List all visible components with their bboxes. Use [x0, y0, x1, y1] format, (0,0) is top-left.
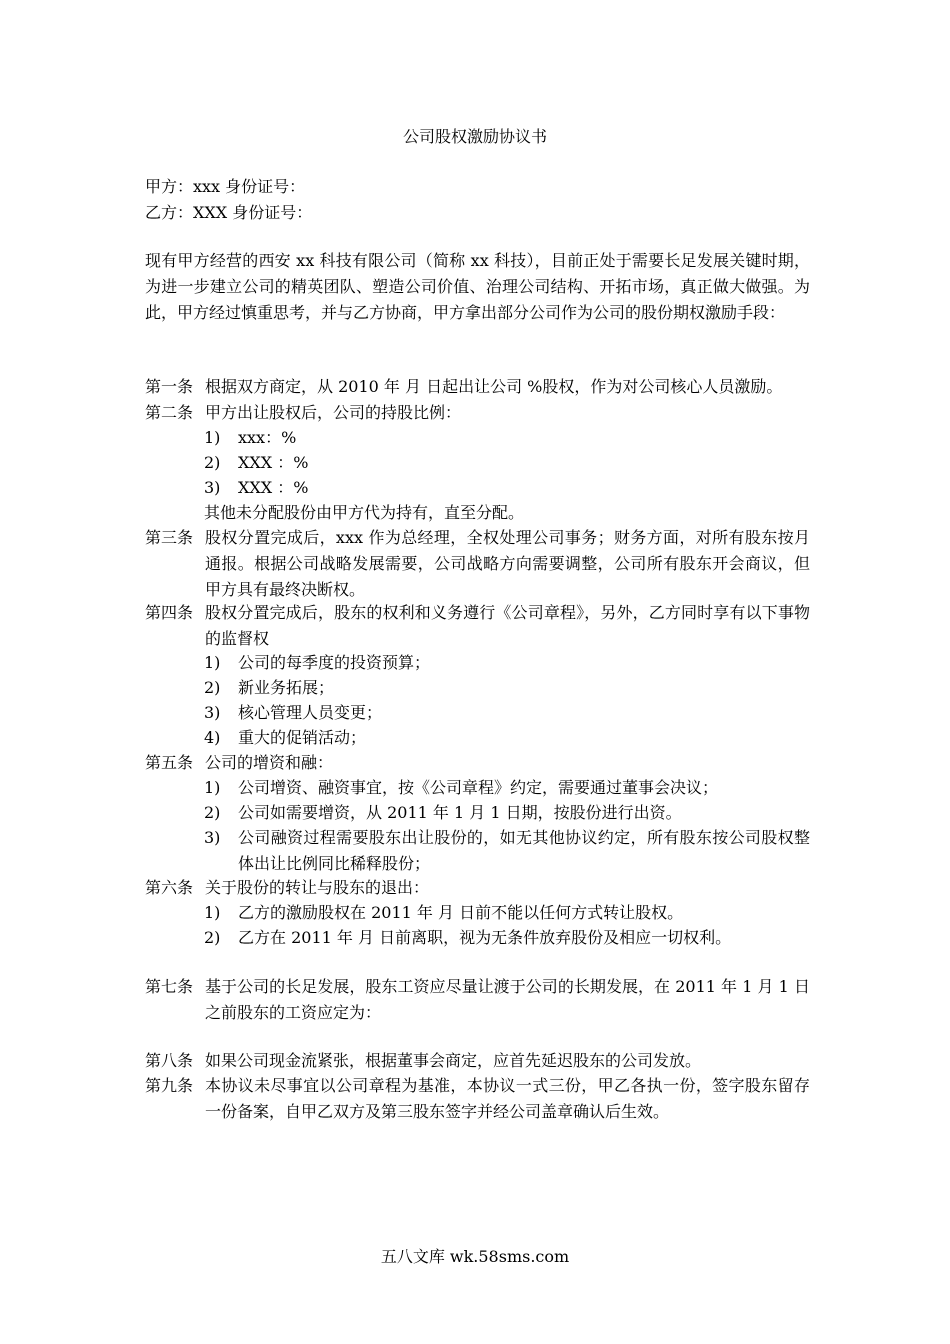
- item-number: 2): [204, 803, 221, 822]
- item-number: 1): [204, 903, 221, 922]
- item-number: 3): [204, 478, 221, 497]
- article-text: 根据双方商定，从 2010 年 月 日起出让公司 %股权，作为对公司核心人员激励。: [205, 377, 783, 396]
- article-text: 股权分置完成后，股东的权利和义务遵行《公司章程》，另外，乙方同时享有以下事物的监督权: [205, 603, 810, 648]
- article-4: [145, 600, 810, 652]
- article-label: 第二条: [145, 403, 194, 422]
- item-number: 4): [204, 728, 221, 747]
- list-item: [204, 675, 810, 701]
- article-text: 关于股份的转让与股东的退出：: [205, 878, 430, 897]
- item-number: 3): [204, 703, 221, 722]
- item-number: 2): [204, 678, 221, 697]
- article-7: [145, 974, 810, 1026]
- item-number: 1): [204, 428, 221, 447]
- list-item: [204, 725, 810, 751]
- article-9: [145, 1073, 810, 1125]
- list-item: [204, 650, 810, 676]
- footer-watermark: 五八文库 wk.58sms.com: [380, 1247, 570, 1266]
- article-label: 第九条: [145, 1076, 194, 1095]
- item-text: 乙方在 2011 年 月 日前离职，视为无条件放弃股份及相应一切权利。: [238, 928, 732, 947]
- list-item: [204, 925, 810, 951]
- article-label: 第四条: [145, 603, 194, 622]
- item-text: 新业务拓展；: [238, 678, 335, 697]
- article-text: 甲方出让股权后，公司的持股比例：: [205, 403, 462, 422]
- item-text: 公司如需要增资，从 2011 年 1 月 1 日期，按股份进行出资。: [238, 803, 682, 822]
- article-5: [145, 750, 810, 776]
- party-a-line: 甲方：xxx 身份证号：: [145, 177, 306, 196]
- list-item: [204, 700, 810, 726]
- article-3: [145, 525, 810, 603]
- list-item: [204, 450, 810, 476]
- list-item: [204, 825, 810, 877]
- article-text: 基于公司的长足发展，股东工资应尽量让渡于公司的长期发展，在 2011 年 1 月 1 日之前股东的工资应定为：: [205, 977, 810, 1022]
- item-number: 1): [204, 653, 221, 672]
- list-item: [204, 800, 810, 826]
- item-number: 3): [204, 828, 221, 847]
- party-b-line: 乙方：XXX 身份证号：: [145, 203, 313, 222]
- article-text: 公司的增资和融：: [205, 753, 334, 772]
- article-label: 第八条: [145, 1051, 194, 1070]
- item-number: 2): [204, 453, 221, 472]
- item-text: XXX ：%: [238, 453, 309, 472]
- item-text: 公司融资过程需要股东出让股份的，如无其他协议约定，所有股东按公司股权整体出让比例同比稀释股份；: [238, 828, 810, 873]
- article-label: 第一条: [145, 377, 194, 396]
- article-2: [145, 400, 810, 426]
- item-text: 公司增资、融资事宜，按《公司章程》约定，需要通过董事会决议；: [238, 778, 719, 797]
- article-label: 第六条: [145, 878, 194, 897]
- article-2-note: 其他未分配股份由甲方代为持有，直至分配。: [204, 503, 525, 522]
- article-label: 第五条: [145, 753, 194, 772]
- intro-paragraph: 现有甲方经营的西安 xx 科技有限公司（简称 xx 科技），目前正处于需要长足发展关键时期，为进一步建立公司的精英团队、塑造公司价值、治理公司结构、开拓市场，真正做大做强。为此，甲方经过慎重思考，并与乙方协商，甲方拿出部分公司作为公司的股份期权激励手段：: [145, 251, 810, 322]
- item-text: 核心管理人员变更；: [238, 703, 383, 722]
- article-8: [145, 1048, 810, 1074]
- item-text: xxx：%: [238, 428, 297, 447]
- document-title: 公司股权激励协议书: [402, 127, 547, 146]
- article-label: 第七条: [145, 977, 194, 996]
- article-text: 本协议未尽事宜以公司章程为基准，本协议一式三份，甲乙各执一份，签字股东留存一份备案，自甲乙双方及第三股东签字并经公司盖章确认后生效。: [205, 1076, 810, 1121]
- item-text: 重大的促销活动；: [238, 728, 367, 747]
- article-text: 如果公司现金流紧张，根据董事会商定，应首先延迟股东的公司发放。: [205, 1051, 702, 1070]
- item-text: 乙方的激励股权在 2011 年 月 日前不能以任何方式转让股权。: [238, 903, 684, 922]
- item-text: XXX ：%: [238, 478, 309, 497]
- item-number: 1): [204, 778, 221, 797]
- article-text: 股权分置完成后，xxx 作为总经理，全权处理公司事务；财务方面，对所有股东按月通报。根据公司战略发展需要，公司战略方向需要调整，公司所有股东开会商议，但甲方具有最终决断权。: [205, 528, 810, 599]
- list-item: [204, 425, 810, 451]
- list-item: [204, 900, 810, 926]
- article-6: [145, 875, 810, 901]
- list-item: [204, 775, 810, 801]
- article-1: [145, 374, 810, 400]
- item-text: 公司的每季度的投资预算；: [238, 653, 431, 672]
- list-item: [204, 475, 810, 501]
- item-number: 2): [204, 928, 221, 947]
- article-label: 第三条: [145, 528, 194, 547]
